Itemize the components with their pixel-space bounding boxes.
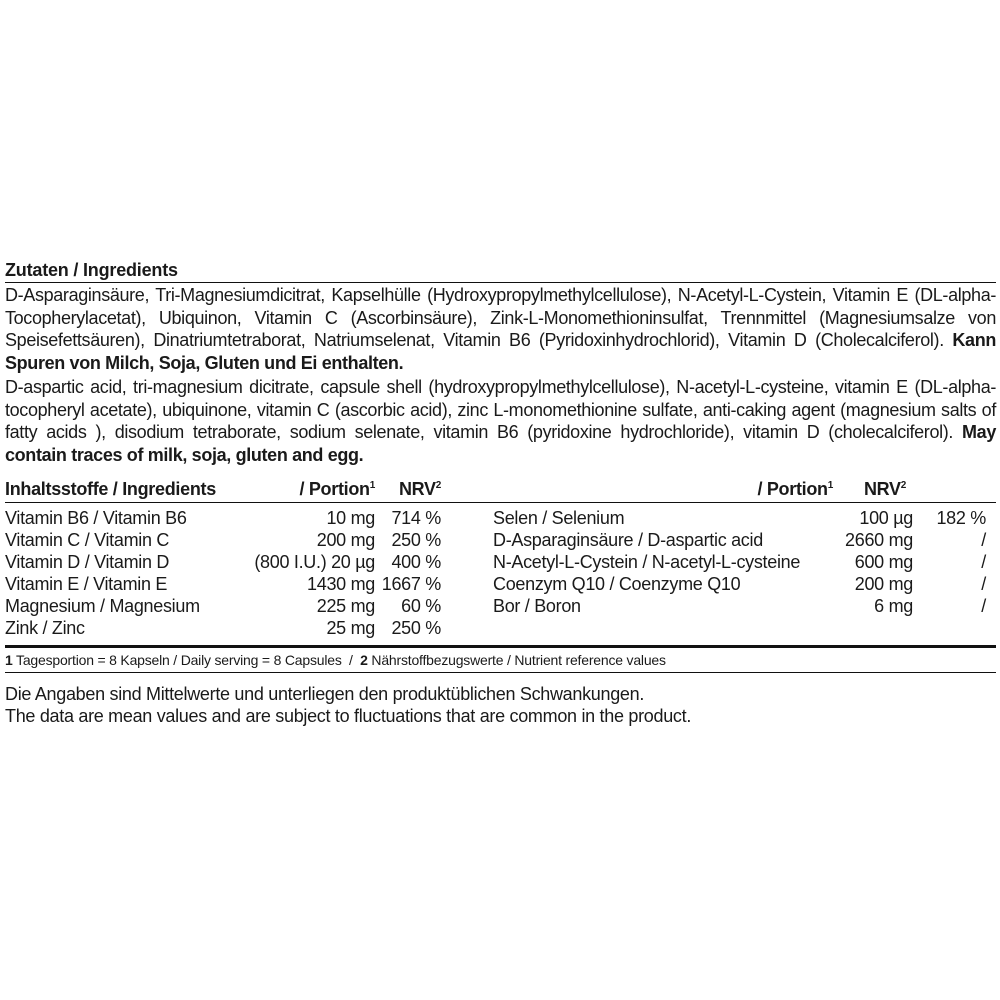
footnote-1-mark: 1: [5, 652, 13, 668]
header-ingredients: Inhaltsstoffe / Ingredients: [5, 479, 216, 499]
table-row: Magnesium / Magnesium 225 mg 60 %: [5, 596, 441, 616]
header-portion: / Portion$^1$: [299, 479, 375, 499]
table-row: Vitamin C / Vitamin C 200 mg 250 %: [5, 530, 441, 550]
header-nrv: NRV$^2$: [398, 479, 441, 499]
header-portion-right: / Portion$^1$: [757, 479, 833, 499]
nutrition-right-column: [493, 507, 986, 639]
ingredients-english-text: D-aspartic acid, tri-magnesium dicitrate, capsule shell (hydroxypropylmethylcellulose), N-acetyl-L-cysteine, vitamin E (DL-alpha-tocopheryl acetate), ubiquinone, vitamin C (ascorbic acid), zinc L-monomethionine sulfate, anti-caking agent (magnesium salts of fatty acids ), disodium tetraborate, sodium selenate, vitamin B6 (pyridoxine hydrochloride), vitamin D (cholecalciferol).: [5, 377, 996, 442]
allergen-warning-german: Kann Spuren von Milch, Soja, Gluten und Ei enthalten.: [5, 330, 996, 373]
table-row: Bor / Boron 6 mg /: [493, 596, 986, 616]
table-row: D-Asparaginsäure / D-aspartic acid 2660 mg /: [493, 530, 986, 550]
nutrition-left-column: [5, 507, 441, 639]
table-row: Selen / Selenium 100 µg 182 %: [493, 508, 986, 528]
table-row: Coenzym Q10 / Coenzyme Q10 200 mg /: [493, 574, 986, 594]
nutrition-table-header: [5, 472, 996, 502]
table-row: Vitamin D / Vitamin D (800 I.U.) 20 µg 400 %: [5, 552, 441, 572]
nutrition-table-body: [5, 503, 996, 639]
ingredients-german: [5, 283, 996, 374]
disclaimer-german: Die Angaben sind Mittelwerte und unterliegen den produktüblichen Schwankungen.: [5, 684, 645, 704]
ingredients-english: [5, 374, 996, 466]
footnote-1-text: Tagesportion = 8 Kapseln / Daily serving = 8 Capsules: [16, 652, 342, 668]
footnote-separator: /: [349, 652, 353, 668]
disclaimer: [5, 683, 996, 727]
table-row: Vitamin B6 / Vitamin B6 10 mg 714 %: [5, 508, 441, 528]
allergen-warning-english: May contain traces of milk, soja, gluten and egg.: [5, 422, 996, 465]
footnote-2-text: Nährstoffbezugswerte / Nutrient reference values: [371, 652, 666, 668]
footnotes: [5, 648, 996, 669]
table-row: Zink / Zinc 25 mg 250 %: [5, 618, 441, 638]
disclaimer-english: The data are mean values and are subject to fluctuations that are common in the product.: [5, 706, 692, 726]
table-row: N-Acetyl-L-Cystein / N-acetyl-L-cysteine 600 mg /: [493, 552, 986, 572]
footnote-2-mark: 2: [360, 652, 368, 668]
ingredients-title: Zutaten / Ingredients: [5, 260, 178, 280]
table-row: Vitamin E / Vitamin E 1430 mg 1667 %: [5, 574, 441, 594]
supplement-label: [5, 256, 996, 727]
divider: [5, 672, 996, 673]
ingredients-german-text: D-Asparaginsäure, Tri-Magnesiumdicitrat, Kapselhülle (Hydroxypropylmethylcellulose), N-Acetyl-L-Cystein, Vitamin E (DL-alpha-Tocopherylacetat), Ubiquinon, Vitamin C (Ascorbinsäure), Zink-L-Monomethioninsulfat, Trennmittel (Magnesiumsalze von Speisefettsäuren), Dinatriumtetraborat, Natriumselenat, Vitamin B6 (Pyridoxinhydrochlorid), Vitamin D (Cholecalciferol).: [5, 285, 996, 350]
header-nrv-right: NRV$^2$: [863, 479, 906, 499]
